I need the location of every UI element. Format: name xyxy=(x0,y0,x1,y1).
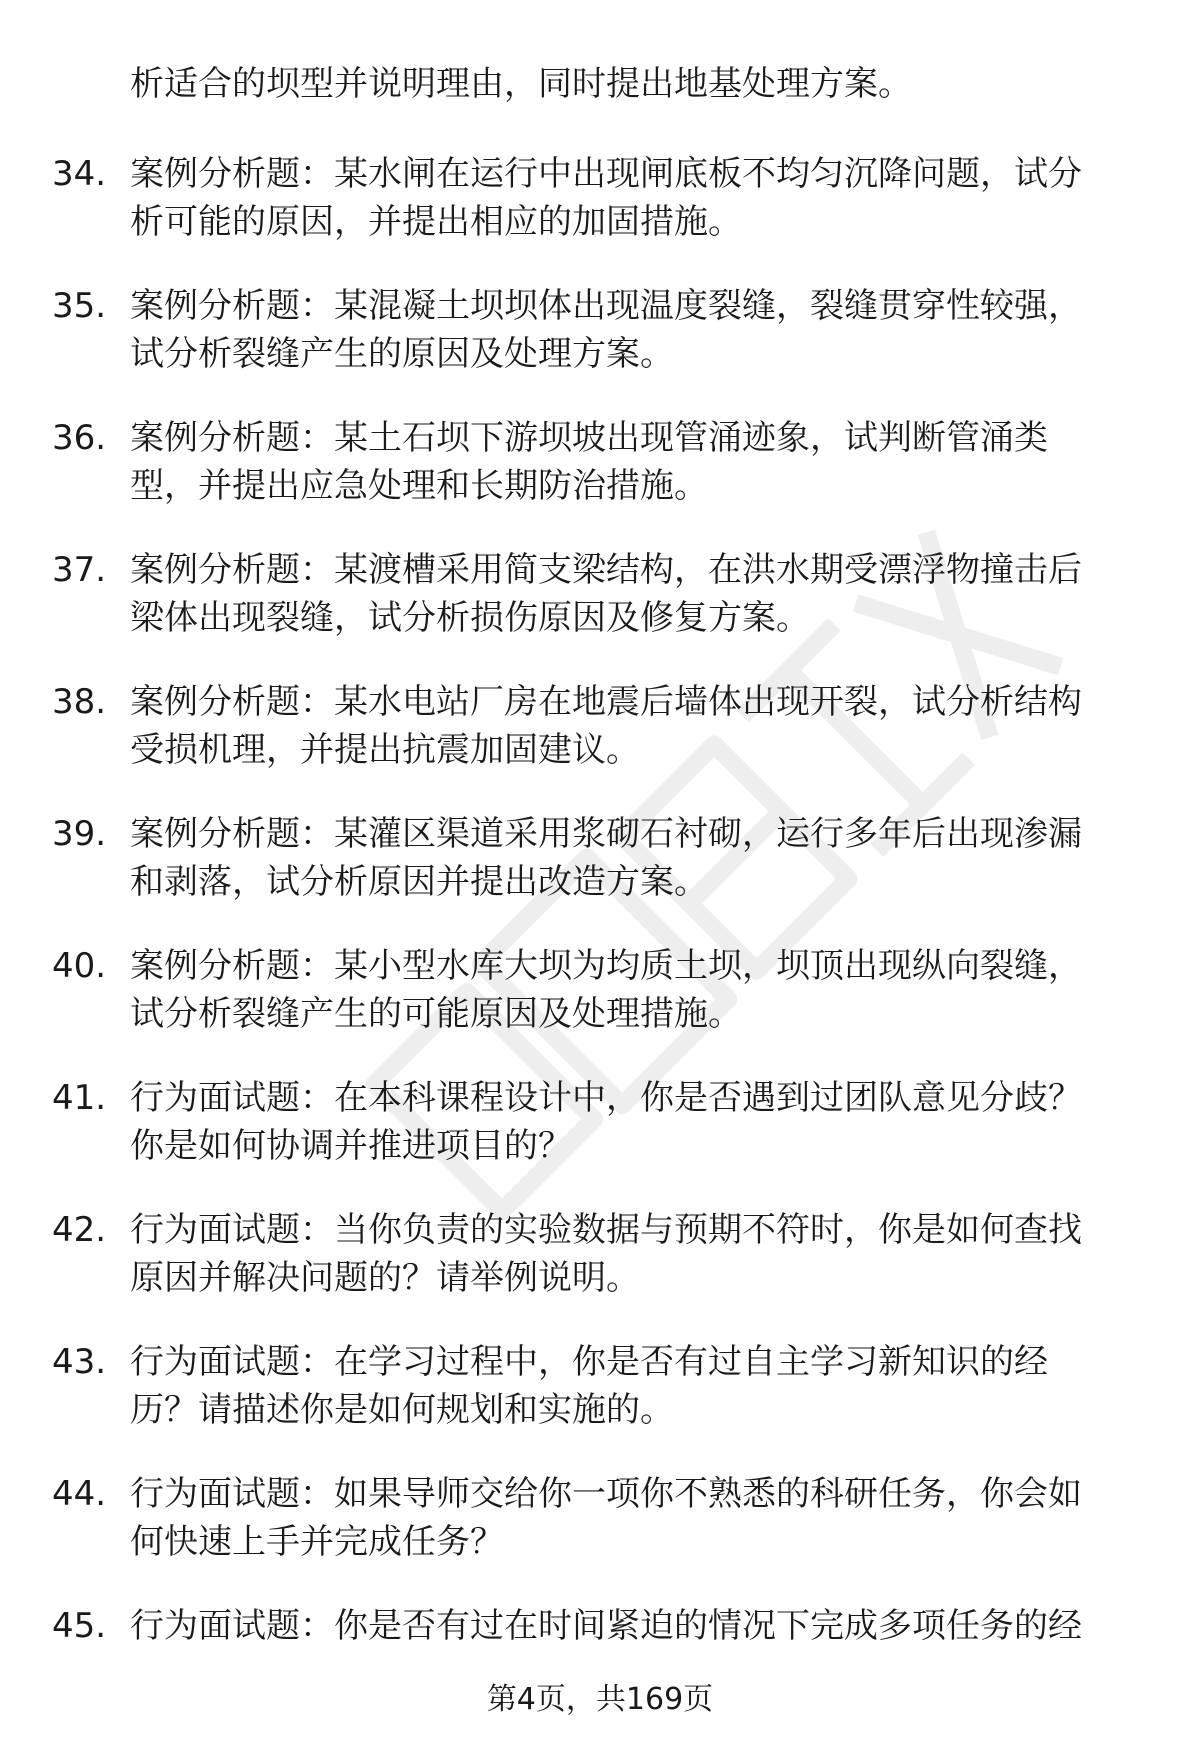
question-line: 试分析裂缝产生的可能原因及处理措施。 xyxy=(130,994,742,1034)
continuation-text: 析适合的坝型并说明理由，同时提出地基处理方案。 xyxy=(130,64,912,104)
question-number: 34. xyxy=(52,154,107,194)
question-number: 45. xyxy=(52,1606,107,1646)
question-number: 40. xyxy=(52,946,107,986)
question-text xyxy=(130,810,1140,906)
question-item xyxy=(0,810,1200,942)
question-item xyxy=(0,1338,1200,1470)
question-line: 和剥落，试分析原因并提出改造方案。 xyxy=(130,862,708,902)
question-line: 行为面试题：当你负责的实验数据与预期不符时，你是如何查找 xyxy=(130,1210,1082,1250)
question-line: 案例分析题：某土石坝下游坝坡出现管涌迹象，试判断管涌类 xyxy=(130,418,1048,458)
question-item xyxy=(0,678,1200,810)
question-text xyxy=(130,1470,1140,1566)
question-item xyxy=(0,942,1200,1074)
question-item xyxy=(0,150,1200,282)
question-number: 36. xyxy=(52,418,107,458)
question-text xyxy=(130,1338,1140,1434)
question-line: 行为面试题：如果导师交给你一项你不熟悉的科研任务，你会如 xyxy=(130,1474,1082,1514)
question-line: 何快速上手并完成任务？ xyxy=(130,1522,504,1562)
page-footer: 第4页，共169页 xyxy=(486,1682,714,1717)
question-text xyxy=(130,414,1140,510)
question-line: 案例分析题：某小型水库大坝为均质土坝，坝顶出现纵向裂缝， xyxy=(130,946,1082,986)
question-list xyxy=(0,150,1200,1734)
question-line: 行为面试题：在学习过程中，你是否有过自主学习新知识的经 xyxy=(130,1342,1048,1382)
question-text xyxy=(130,678,1140,774)
question-item xyxy=(0,282,1200,414)
question-line: 案例分析题：某渡槽采用简支梁结构，在洪水期受漂浮物撞击后 xyxy=(130,550,1082,590)
question-line: 案例分析题：某混凝土坝坝体出现温度裂缝，裂缝贯穿性较强， xyxy=(130,286,1082,326)
question-line: 行为面试题：你是否有过在时间紧迫的情况下完成多项任务的经 xyxy=(130,1606,1082,1646)
question-line: 案例分析题：某水电站厂房在地震后墙体出现开裂，试分析结构 xyxy=(130,682,1082,722)
question-number: 35. xyxy=(52,286,107,326)
question-line: 案例分析题：某灌区渠道采用浆砌石衬砌，运行多年后出现渗漏 xyxy=(130,814,1082,854)
question-number: 42. xyxy=(52,1210,107,1250)
question-text xyxy=(130,150,1140,246)
question-text xyxy=(130,1602,1140,1650)
question-item xyxy=(0,1206,1200,1338)
question-number: 41. xyxy=(52,1078,107,1118)
question-number: 38. xyxy=(52,682,107,722)
question-item xyxy=(0,414,1200,546)
question-text xyxy=(130,546,1140,642)
question-item xyxy=(0,546,1200,678)
question-item xyxy=(0,1074,1200,1206)
question-text xyxy=(130,282,1140,378)
question-line: 历？请描述你是如何规划和实施的。 xyxy=(130,1390,674,1430)
question-number: 43. xyxy=(52,1342,107,1382)
question-text xyxy=(130,1206,1140,1302)
question-line: 受损机理，并提出抗震加固建议。 xyxy=(130,730,640,770)
question-item xyxy=(0,1470,1200,1602)
question-number: 39. xyxy=(52,814,107,854)
question-number: 37. xyxy=(52,550,107,590)
question-line: 你是如何协调并推进项目的？ xyxy=(130,1126,572,1166)
question-line: 梁体出现裂缝，试分析损伤原因及修复方案。 xyxy=(130,598,810,638)
question-text xyxy=(130,1074,1140,1170)
question-text xyxy=(130,942,1140,1038)
question-number: 44. xyxy=(52,1474,107,1514)
question-line: 案例分析题：某水闸在运行中出现闸底板不均匀沉降问题，试分 xyxy=(130,154,1082,194)
question-line: 行为面试题：在本科课程设计中，你是否遇到过团队意见分歧？ xyxy=(130,1078,1082,1118)
question-line: 型，并提出应急处理和长期防治措施。 xyxy=(130,466,708,506)
question-line: 析可能的原因，并提出相应的加固措施。 xyxy=(130,202,742,242)
question-line: 原因并解决问题的？请举例说明。 xyxy=(130,1258,640,1298)
question-line: 试分析裂缝产生的原因及处理方案。 xyxy=(130,334,674,374)
